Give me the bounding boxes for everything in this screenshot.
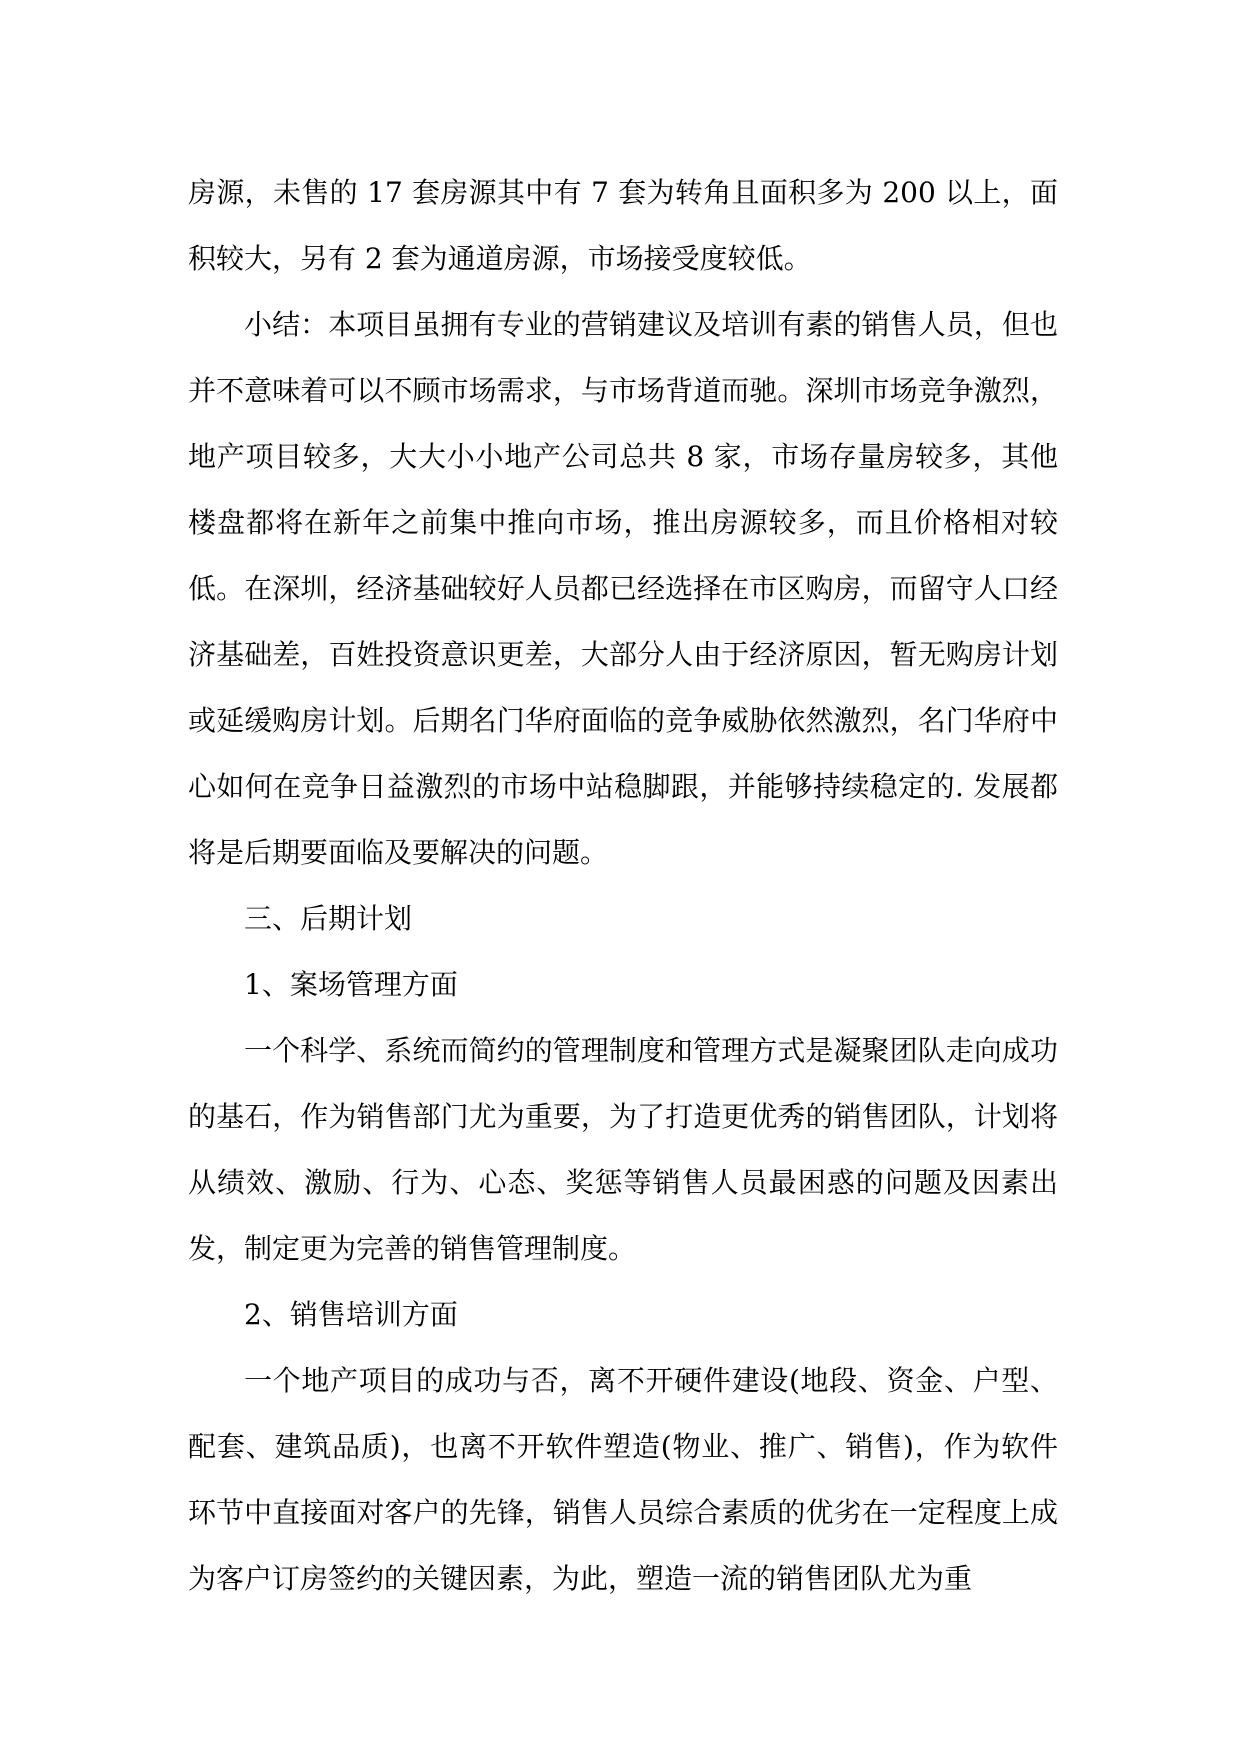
paragraph-unsold-units: 房源，未售的 17 套房源其中有 7 套为转角且面积多为 200 以上，面积较大，另有 2 套为通道房源，市场接受度较低。 [188,176,1058,275]
paragraph-sales-team: 一个地产项目的成功与否，离不开硬件建设(地段、资金、户型、配套、建筑品质)，也离不开软件塑造(物业、推广、销售)，作为软件环节中直接面对客户的先锋，销售人员综合素质的优劣在一定程度上成为客户订房签约的关键因素，为此，塑造一流的销售团队尤为重 [188,1364,1058,1595]
subheading-sales-training: 2、销售培训方面 [244,1298,458,1331]
subheading-site-management: 1、案场管理方面 [244,968,458,1001]
document-body [188,160,1058,1612]
section-heading-later-plan: 三、后期计划 [244,902,413,935]
paragraph-management-system: 一个科学、系统而简约的管理制度和管理方式是凝聚团队走向成功的基石，作为销售部门尤为重要，为了打造更优秀的销售团队，计划将从绩效、激励、行为、心态、奖惩等销售人员最困惑的问题及因素出发，制定更为完善的销售管理制度。 [188,1034,1058,1265]
paragraph-summary: 小结：本项目虽拥有专业的营销建议及培训有素的销售人员，但也并不意味着可以不顾市场需求，与市场背道而驰。深圳市场竞争激烈，地产项目较多，大大小小地产公司总共 8 家，市场存量房较多，其他楼盘都将在新年之前集中推向市场，推出房源较多，而且价格相对较低。在深圳，经济基础较好人员都已经选择在市区购房，而留守人口经济基础差，百姓投资意识更差，大部分人由于经济原因，暂无购房计划或延缓购房计划。后期名门华府面临的竞争威胁依然激烈，名门华府中心如何在竞争日益激烈的市场中站稳脚跟，并能够持续稳定的. 发展都将是后期要面临及要解决的问题。 [188,308,1058,869]
